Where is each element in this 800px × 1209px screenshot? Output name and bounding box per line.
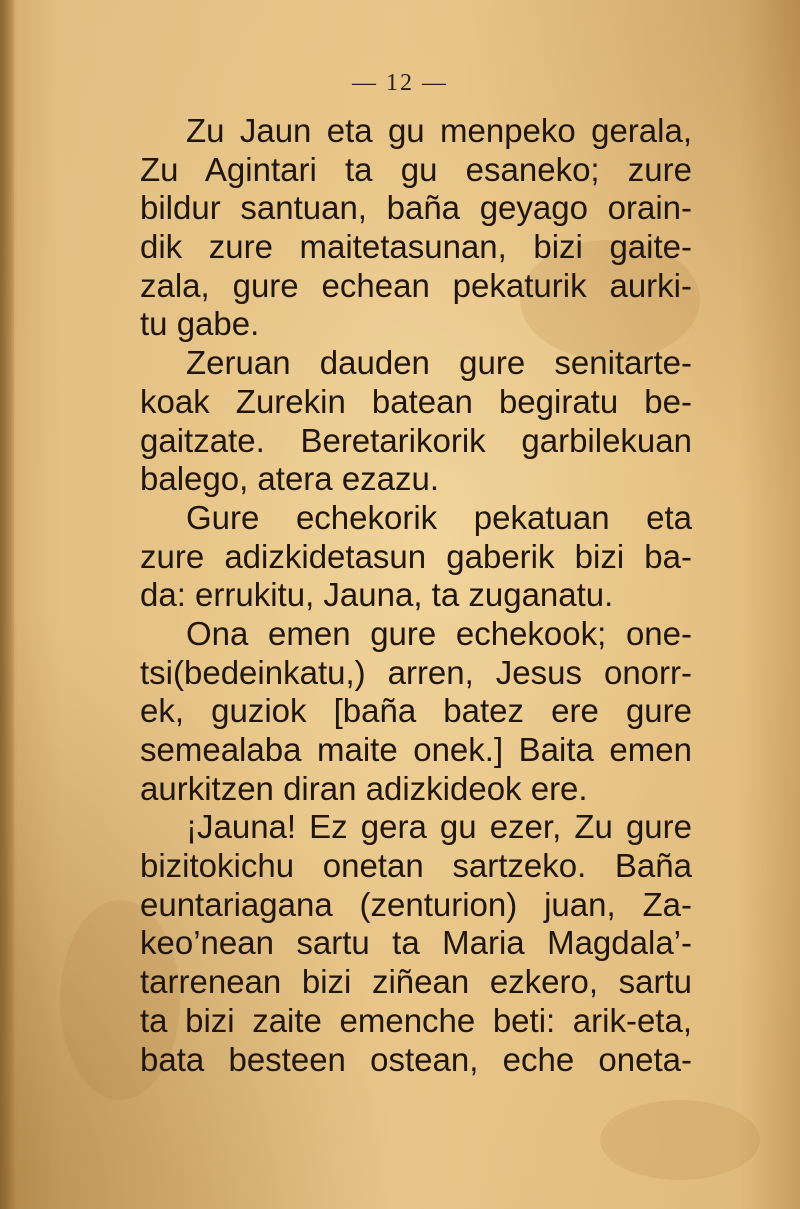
text-line: zala, gure echean pekaturik aurki-	[140, 266, 692, 304]
text-line: ta bizi zaite emenche beti: arik-eta,	[140, 1001, 692, 1039]
text-line: tsi(bedeinkatu,) arren, Jesus onorr-	[140, 653, 692, 691]
text-line: keo’nean sartu ta Maria Magdala’-	[140, 924, 692, 962]
text-line: tarrenean bizi ziñean ezkero, sartu	[140, 963, 692, 1001]
text-line: ¡Jauna! Ez gera gu ezer, Zu gure	[186, 808, 692, 846]
text-line: da: errukitu, Jauna, ta zuganatu.	[140, 576, 614, 614]
text-line: ek, guziok [baña batez ere gure	[140, 692, 692, 730]
text-line: bizitokichu onetan sartzeko. Baña	[140, 847, 692, 885]
text-line: dik zure maitetasunan, bizi gaite-	[140, 228, 692, 266]
text-line: zure adizkidetasun gaberik bizi ba-	[140, 537, 692, 575]
body-text	[140, 112, 692, 1079]
text-line: semealaba maite onek.] Baita emen	[140, 731, 692, 768]
text-line: tu gabe.	[140, 305, 260, 343]
text-line: Ona emen gure echekook; one-	[186, 614, 692, 652]
text-line: Zu Jaun eta gu menpeko gerala,	[186, 112, 692, 149]
text-line: Zu Agintari ta gu esaneko; zure	[140, 150, 692, 188]
text-line: bildur santuan, baña geyago orain-	[140, 189, 692, 227]
text-line: euntariagana (zenturion) juan, Za-	[140, 885, 692, 923]
text-line: gaitzate. Beretarikorik garbilekuan	[140, 421, 692, 459]
text-line: Zeruan dauden gure senitarte-	[186, 344, 692, 382]
text-line: balego, atera ezazu.	[140, 460, 440, 498]
text-line: aurkitzen diran adizkideok ere.	[140, 769, 588, 807]
paper-stain	[600, 1100, 760, 1180]
text-line: koak Zurekin batean begiratu be-	[140, 382, 692, 420]
page-number: — 12 —	[352, 70, 448, 96]
text-line: bata besteen ostean, eche oneta-	[140, 1040, 692, 1078]
page-edge	[0, 0, 14, 1209]
text-line: Gure echekorik pekatuan eta	[186, 498, 692, 536]
